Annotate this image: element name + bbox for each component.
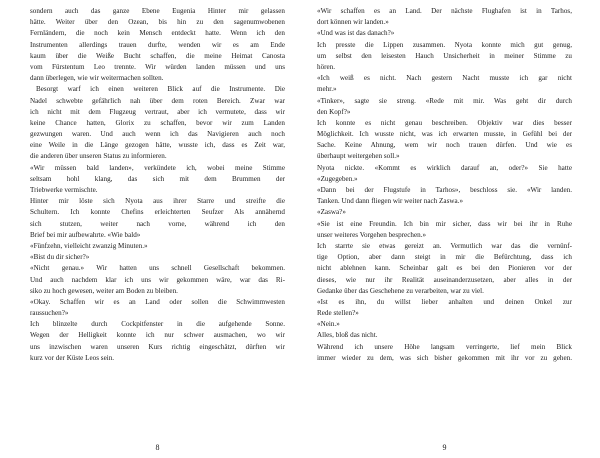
text-line: Nadel schwebte gefährlich nah über dem roten Bereich. Zwar war xyxy=(30,96,285,105)
text-line: überhaupt weitergehen soll.» xyxy=(317,152,400,161)
text-line: tige Option, aber dann steigt in mir die Befürchtung, dass ich xyxy=(317,253,572,262)
text-line: sich stutzen, weiter nach vorne, während ich den xyxy=(30,219,285,228)
text-line: siko zu hoch gewesen, weiter am Boden zu bleiben. xyxy=(30,286,178,295)
left-page-number: 8 xyxy=(155,443,160,452)
text-line: Brief bei mir aufbewahrte. «Wie bald» xyxy=(30,230,141,239)
text-line: Tanken. Und dann fliegen wir weiter nach Zaswa.» xyxy=(317,197,464,206)
text-line: Besorgt warf ich einen weiteren Blick auf die Instrumente. Die xyxy=(36,85,285,94)
right-page-number: 9 xyxy=(442,443,447,452)
text-line: dieses, wie nur ihr Realität auseinanderzusetzen, aber alles in der xyxy=(317,275,572,284)
text-line: kaum über die Weiße Bucht schaffen, die meine Heimat Canosta xyxy=(30,51,285,60)
text-line: Ich blinzelte durch Cockpitfenster in die aufgehende Sonne. xyxy=(30,320,285,329)
text-line: vom Fürstentum Leo trennte. Wir würden landen müssen und uns xyxy=(30,62,285,71)
text-line: «Zugegeben.» xyxy=(317,174,358,183)
text-line: eine Weile in die Länge gezogen hätte, wusste ich, dass es Zeit war, xyxy=(30,141,285,150)
text-line: seltsam hohl klang, das sich mit dem Brummen der xyxy=(30,174,285,183)
text-line: «Zaswa?» xyxy=(317,208,346,217)
text-line: Ich presste die Lippen zusammen. Nyota konnte mich gut genug, xyxy=(317,40,572,49)
text-line: «Ich weiß es nicht. Nach gestern Nacht musste ich gar nicht xyxy=(317,74,572,83)
text-line: gezwungen waren. Und auch wenn ich das Navigieren auch noch xyxy=(30,130,285,139)
text-line: um selbst den leisesten Hauch Unsicherheit in meiner Stimme zu xyxy=(317,51,572,60)
text-line: «Wir müssen bald landen», verkündete ich, wobei meine Stimme xyxy=(30,163,285,172)
text-line: Schultern. Ich konnte Chefins erleichterten Seufzer Als annähernd xyxy=(30,208,285,217)
text-line: Wegen der Helligkeit konnte ich nur schwer ausmachen, wo wir xyxy=(30,331,285,340)
text-line: Triebwerke vermischte. xyxy=(30,186,98,194)
text-line: Instrumenten allerdings trauen durfte, wenden wir es am Ende xyxy=(30,40,285,49)
text-line: Alles, bloß das nicht. xyxy=(317,331,378,340)
text-line: «Und was ist das danach?» xyxy=(317,29,395,38)
text-line: «Dann bei der Flugstufe in Tarhos», beschloss sie. «Wir landen. xyxy=(317,186,572,194)
text-line: Während ich unsere Höhe langsam verringerte, lief mein Blick xyxy=(317,342,572,351)
text-line: Gedanke über das Geschehene zu verarbeiten, war zu viel. xyxy=(317,286,484,295)
text-line: Fernländern, die noch kein Mensch entdeckt hatte. Wenn ich den xyxy=(30,29,285,38)
text-line: den Kopf?» xyxy=(317,107,351,116)
text-line: hätte. Weiter über den Ozean, bis hin zu den sagenumwobenen xyxy=(30,18,285,27)
left-page xyxy=(30,6,285,458)
text-line: keine Chance hatten, Glorix zu schaffen, bevor wir zum Landen xyxy=(30,118,285,127)
text-line: Ich starrte sie etwas gereizt an. Vermutlich war das die vernünf- xyxy=(317,241,572,250)
text-line: ich nicht mit dem Flugzeug vertraut, aber ich vermutete, dass wir xyxy=(30,107,285,116)
text-line: mehr.» xyxy=(317,85,337,94)
text-line: immer wieder zu dem, was sich bisher gekommen mit ihr vor zu gehen. xyxy=(317,353,572,362)
right-page-text xyxy=(317,6,572,364)
text-line: «Tinker», sagte sie streng. «Rede mit mir. Was geht dir durch xyxy=(317,96,572,105)
text-line: uns inzwischen waren unseren Kurs richtig eingeschätzt, dürften wir xyxy=(30,342,285,351)
text-line: Rede stellen?» xyxy=(317,309,359,318)
text-line: die anderen über unseren Status zu informieren. xyxy=(30,152,167,161)
text-line: «Ist es ihn, du willst lieber anhalten und deinen Onkel zur xyxy=(317,297,572,306)
text-line: «Fünfzehn, vielleicht zwanzig Minuten.» xyxy=(30,241,148,250)
text-line: Ich konnte es nicht genau beschreiben. Objektiv war dies besser xyxy=(317,118,572,127)
text-line: «Bist du dir sicher?» xyxy=(30,253,90,262)
text-line: hören. xyxy=(317,62,336,71)
text-line: Sache. Keine Ahnung, wem wir noch trauen dürfen. Und wie es xyxy=(317,141,572,150)
text-line: «Okay. Schaffen wir es an Land oder sollen die Schwimmwesten xyxy=(30,297,285,306)
text-line: unser weiteres Vorgehen besprechen.» xyxy=(317,230,427,239)
left-page-text xyxy=(30,6,285,364)
text-line: «Wir schaffen es an Land. Der nächste Flughafen ist in Tarhos, xyxy=(317,7,572,15)
text-line: nicht ablehnen kann. Scheinbar galt es bei den Pionieren vor der xyxy=(317,264,572,273)
text-line: «Nicht genau.» Wir hatten uns schnell Gesellschaft bekommen. xyxy=(30,264,285,273)
text-line: Möglichkeit. Ich wusste nicht, was ich erwarten musste, in Gefühl bei der xyxy=(317,130,572,139)
text-line: raussuchen?» xyxy=(30,309,69,318)
text-line: Nyota nickte. «Kommt es wirklich darauf an, oder?» Sie hatte xyxy=(317,163,572,172)
text-line: kurz vor der Küste Leos sein. xyxy=(30,353,115,362)
right-page xyxy=(317,6,572,458)
text-line: Und auch nachdem klar ich uns wir gekommen wäre, war das Ri- xyxy=(30,275,285,284)
text-line: «Sie ist eine Freundin. Ich bin mir sicher, dass wir bei ihr in Ruhe xyxy=(317,219,572,228)
text-line: dann überlegen, wie wir weitermachen sollten. xyxy=(30,74,164,83)
text-line: Hinter mir löste sich Nyota aus ihrer Starre und streifte die xyxy=(30,197,285,206)
text-line: «Nein.» xyxy=(317,320,340,329)
text-line: dort können wir landen.» xyxy=(317,18,389,27)
text-line: sondern auch das ganze Ebene Eugenia Hinter mir gelassen xyxy=(30,7,285,15)
